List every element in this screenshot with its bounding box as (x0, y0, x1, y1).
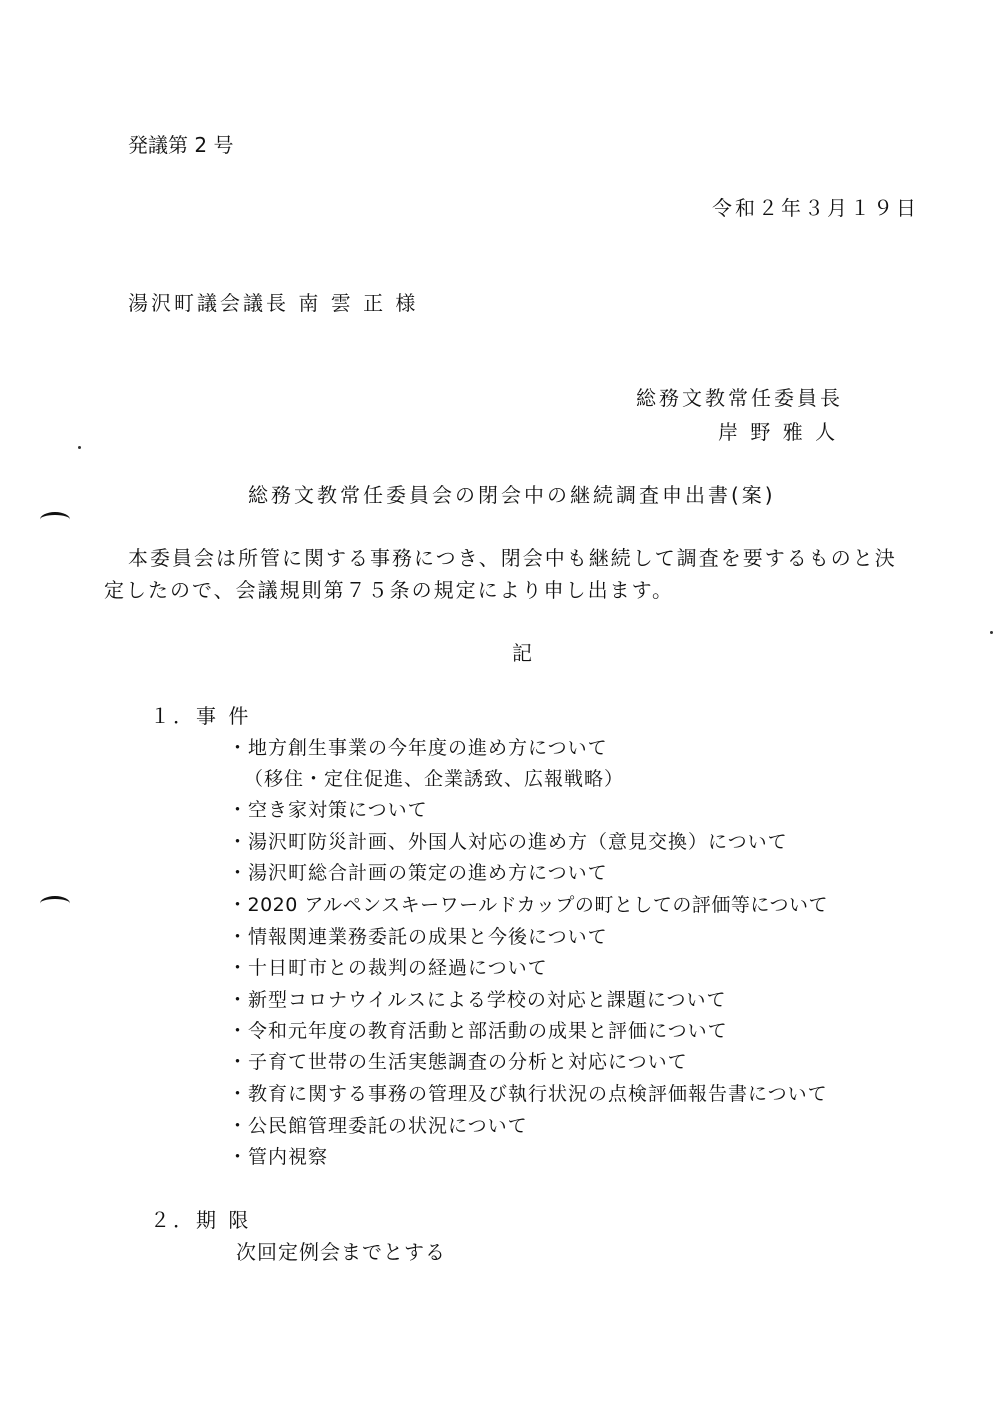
punch-hole-mark (40, 512, 70, 527)
ki-heading: 記 (512, 641, 532, 665)
document-title: 総務文教常任委員会の閉会中の継続調査申出書(案) (248, 483, 776, 507)
list-item: ・管内視察 (228, 1146, 329, 1168)
body-line-2: 定したので、会議規則第７５条の規定により申し出ます。 (104, 578, 674, 602)
list-item: ・子育て世帯の生活実態調査の分析と対応について (228, 1051, 688, 1073)
list-item: ・空き家対策について (228, 799, 428, 821)
body-line-1: 本委員会は所管に関する事務につき、閉会中も継続して調査を要するものと決 (128, 546, 897, 570)
scan-speck (990, 631, 993, 634)
list-item: ・公民館管理委託の状況について (228, 1115, 528, 1137)
list-item: ・令和元年度の教育活動と部活動の成果と評価について (228, 1020, 728, 1042)
section-1-heading: １．事 件 (150, 704, 252, 728)
list-item: ・2020 アルペンスキーワールドカップの町としての評価等について (228, 894, 829, 916)
list-item: ・新型コロナウイルスによる学校の対応と課題について (228, 989, 727, 1011)
list-item: ・地方創生事業の今年度の進め方について (228, 737, 608, 759)
list-item: ・教育に関する事務の管理及び執行状況の点検評価報告書について (228, 1083, 828, 1105)
list-item: （移住・定住促進、企業誘致、広報戦略） (244, 768, 625, 790)
list-item: ・十日町市との裁判の経過について (228, 957, 548, 979)
document-date: 令和２年３月１９日 (712, 196, 919, 220)
scan-speck (78, 446, 81, 449)
sender-name: 岸 野 雅 人 (718, 420, 839, 444)
list-item: ・情報関連業務委託の成果と今後について (228, 926, 608, 948)
document-number: 発議第 2 号 (128, 133, 234, 157)
addressee: 湯沢町議会議長 南 雲 正 様 (128, 291, 419, 315)
section-2-heading: ２．期 限 (150, 1208, 252, 1232)
sender-title: 総務文教常任委員長 (636, 386, 843, 410)
list-item: ・湯沢町総合計画の策定の進め方について (228, 862, 608, 884)
list-item: ・湯沢町防災計画、外国人対応の進め方（意見交換）について (228, 831, 788, 853)
punch-hole-mark (40, 896, 70, 911)
section-2-text: 次回定例会までとする (236, 1240, 446, 1264)
